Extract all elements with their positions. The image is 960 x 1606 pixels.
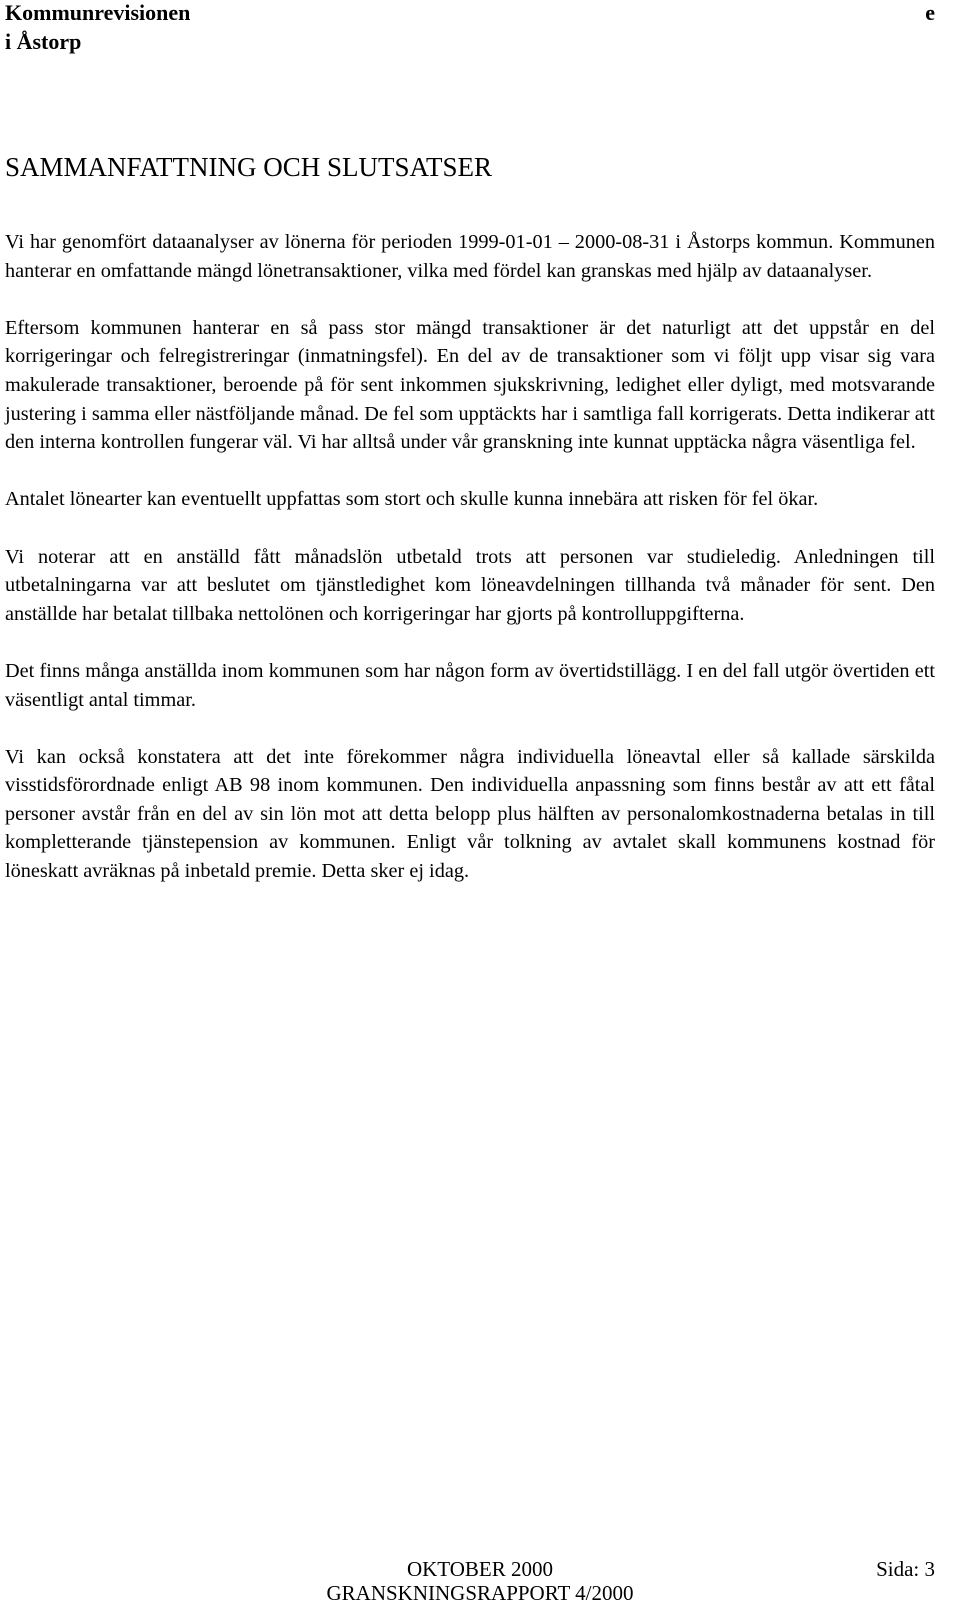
paragraph-4: Vi noterar att en anställd fått månadslön utbetald trots att personen var studieledig. Anledningen till utbetalningarna var att beslutet om tjänstledighet kom löneavdelningen tillhanda två månader för sent. Den anställde har betalat tillbaka nettolönen och korrigeringar har gjorts på kontrolluppgifterna. bbox=[5, 545, 935, 625]
paragraph-6: Vi kan också konstatera att det inte förekommer några individuella löneavtal eller så kallade särskilda visstidsförordnade enligt AB 98 inom kommunen. Den individuella anpassning som finns består av att ett fåtal personer avstår från en del av sin lön mot att detta belopp plus hälften av personalomkostnaderna betalas in till kompletterande tjänstepension av kommunen. Enligt vår tolkning av avtalet skall kommunens kostnad för löneskatt avräknas på inbetald premie. Detta sker ej idag. bbox=[5, 745, 935, 883]
footer-date: OKTOBER 2000 bbox=[406, 1557, 554, 1581]
paragraph-1: Vi har genomfört dataanalyser av lönerna för perioden 1999-01-01 – 2000-08-31 i Åstorps kommun. Kommunen hanterar en omfattande mängd lönetransaktioner, vilka med fördel kan granskas med hjälp av dataanalyser. bbox=[5, 231, 935, 282]
paragraph-5: Det finns många anställda inom kommunen som har någon form av övertidstillägg. I en del fall utgör övertiden ett väsentligt antal timmar. bbox=[5, 659, 935, 711]
paragraph-2: Eftersom kommunen hanterar en så pass stor mängd transaktioner är det naturligt att det uppstår en del korrigeringar och felregistreringar (inmatningsfel). En del av de transaktioner som vi följt upp visar sig vara makulerade transaktioner, beroende på för sent inkommen sjukskrivning, ledighet eller dyligt, med motsvarande justering i samma eller nästföljande månad. De fel som upptäckts har i samtliga fall korrigerats. Detta indikerar att den interna kontrollen fungerar väl. Vi har alltså under vår granskning inte kunnat upptäcka några väsentliga fel. bbox=[5, 316, 935, 454]
section-title: SAMMANFATTNING OCH SLUTSATSER bbox=[5, 152, 493, 182]
header-right-mark: e bbox=[925, 0, 935, 25]
header-org: Kommunrevisionen bbox=[5, 0, 191, 25]
paragraph-3: Antalet lönearter kan eventuellt uppfattas som stort och skulle kunna innebära att risken för fel ökar. bbox=[5, 488, 819, 511]
document-body bbox=[5, 228, 935, 914]
footer-page-number: Sida: 3 bbox=[876, 1557, 935, 1581]
header-place: i Åstorp bbox=[5, 29, 82, 54]
footer-report: GRANSKNINGSRAPPORT 4/2000 bbox=[326, 1581, 634, 1605]
header-org-block bbox=[5, 0, 190, 56]
